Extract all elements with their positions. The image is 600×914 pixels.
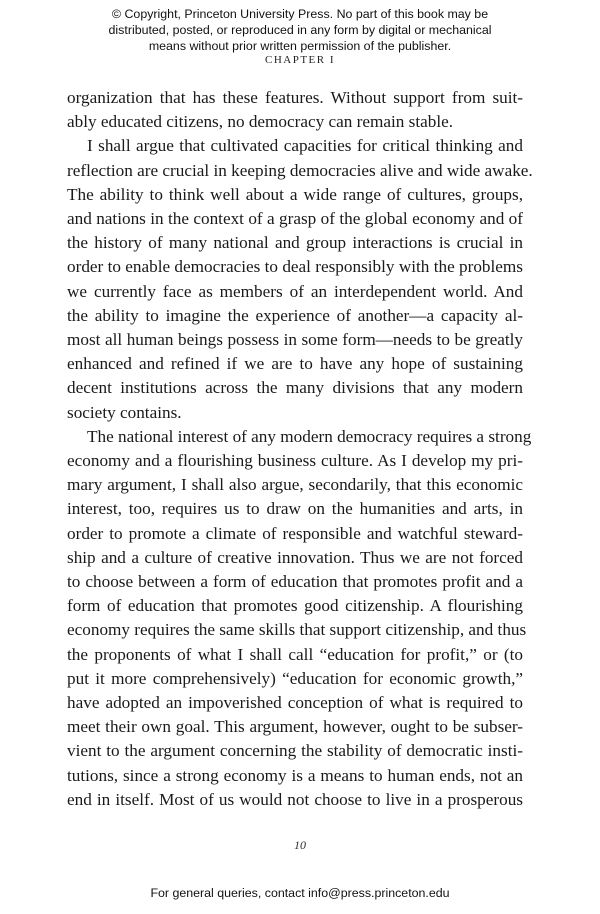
copyright-line: distributed, posted, or reproduced in any form by digital or mechanical (108, 23, 492, 37)
text-line: enhanced and refined if we are to have any hope of sustaining (67, 354, 523, 374)
text-line: put it more comprehensively) “education for economic growth,” (67, 668, 523, 688)
text-line: to choose between a form of education that promotes profit and a (67, 572, 523, 592)
text-line: mary argument, I shall also argue, secondarily, that this economic (67, 475, 523, 495)
text-line: reflection are crucial in keeping democracies alive and wide awake. (67, 160, 533, 180)
text-line: the history of many national and group interactions is crucial in (67, 233, 523, 253)
body-text (67, 86, 533, 812)
text-line: ship and a culture of creative innovation. Thus we are not forced (67, 547, 523, 567)
chapter-heading: CHAPTER I (264, 54, 336, 66)
text-line: economy and a flourishing business culture. As I develop my pri- (67, 451, 523, 471)
footer-contact: For general queries, contact info@press.princeton.edu (150, 886, 450, 900)
text-line: interest, too, requires us to draw on the humanities and arts, in (67, 499, 523, 519)
text-line: tutions, since a strong economy is a means to human ends, not an (67, 765, 523, 785)
text-line: ably educated citizens, no democracy can remain stable. (67, 112, 454, 132)
copyright-line: means without prior written permission of the publisher. (148, 39, 452, 53)
text-line: I shall argue that cultivated capacities for critical thinking and (87, 136, 523, 156)
text-line: order to promote a climate of responsible and watchful steward- (67, 523, 523, 543)
text-line: form of education that promotes good citizenship. A flourishing (67, 596, 523, 616)
text-line: and nations in the context of a grasp of the global economy and of (67, 209, 523, 229)
text-line: the proponents of what I shall call “education for profit,” or (to (67, 644, 523, 664)
text-line: order to enable democracies to deal responsibly with the problems (67, 257, 523, 277)
copyright-notice (0, 6, 600, 54)
copyright-line: © Copyright, Princeton University Press. No part of this book may be (111, 7, 489, 21)
text-line: The ability to think well about a wide range of cultures, groups, (67, 184, 523, 204)
text-line: the ability to imagine the experience of another—a capacity al- (67, 305, 523, 325)
text-line: organization that has these features. Without support from suit- (67, 88, 523, 107)
text-line: have adopted an impoverished conception of what is required to (67, 693, 523, 713)
text-line: end in itself. Most of us would not choose to live in a prosperous (67, 789, 523, 809)
page-number: 10 (294, 838, 306, 852)
text-line: society contains. (67, 402, 182, 422)
text-line: most all human beings possess in some form—needs to be greatly (67, 330, 523, 350)
text-line: economy requires the same skills that support citizenship, and thus (67, 620, 527, 640)
text-line: meet their own goal. This argument, however, ought to be subser- (67, 717, 523, 737)
text-line: vient to the argument concerning the stability of democratic insti- (67, 741, 523, 761)
text-line: The national interest of any modern democracy requires a strong (87, 426, 532, 446)
text-line: we currently face as members of an interdependent world. And (67, 281, 523, 301)
text-line: decent institutions across the many divisions that any modern (67, 378, 523, 398)
